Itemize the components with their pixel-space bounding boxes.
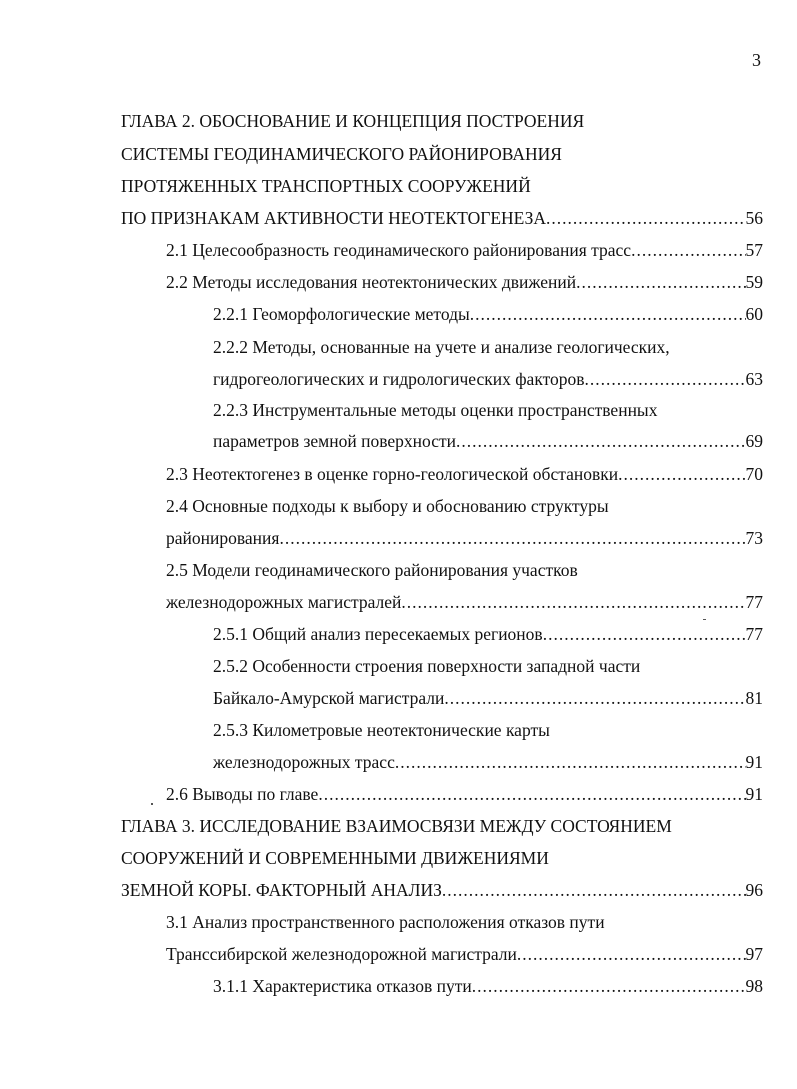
toc-entry-2-5-line-1: 2.5 Модели геодинамического районирования участков [166,560,578,580]
toc-page-number: 56 [745,208,763,228]
toc-entry-2-5-3[interactable] [213,751,763,773]
toc-page-number: 77 [745,624,763,644]
leader-dots [618,463,745,485]
toc-entry-chapter-2[interactable] [121,207,763,229]
toc-page-number: 81 [745,688,763,708]
toc-entry-3-1[interactable] [166,943,763,965]
toc-entry-2-2-3[interactable] [213,430,763,452]
leader-dots [456,430,746,452]
toc-entry-text: районирования [166,528,280,548]
toc-page-number: 96 [745,880,763,900]
toc-entry-2-2-2[interactable] [213,368,763,390]
toc-page-number: 70 [745,464,763,484]
toc-entry-chapter-3[interactable] [121,879,763,901]
toc-entry-2-5-1[interactable] [213,623,763,645]
leader-dots [576,271,745,293]
toc-entry-text: ПО ПРИЗНАКАМ АКТИВНОСТИ НЕОТЕКТОГЕНЕЗА [121,208,546,228]
toc-entry-2-2-2-line-1: 2.2.2 Методы, основанные на учете и анализе геологических, [213,337,670,357]
toc-entry-text: 2.1 Целесообразность геодинамического районирования трасс [166,240,632,260]
chapter-3-title-line-1: ГЛАВА 3. ИССЛЕДОВАНИЕ ВЗАИМОСВЯЗИ МЕЖДУ СОСТОЯНИЕМ [121,816,672,836]
toc-entry-2-5-2[interactable] [213,687,763,709]
leader-dots [631,239,745,261]
toc-entry-text: железнодорожных магистралей [166,592,402,612]
toc-entry-text: ЗЕМНОЙ КОРЫ. ФАКТОРНЫЙ АНАЛИЗ [121,880,442,900]
toc-entry-text: 2.2.1 Геоморфологические методы [213,304,470,324]
toc-entry-text: гидрогеологических и гидрологических факторов [213,369,585,389]
toc-page-number: 77 [745,592,763,612]
leader-dots [585,368,746,390]
leader-dots [546,207,746,229]
chapter-2-title-line-3: ПРОТЯЖЕННЫХ ТРАНСПОРТНЫХ СООРУЖЕНИЙ [121,176,531,196]
leader-dots [279,527,745,549]
toc-page-number: 57 [745,240,763,260]
toc-entry-text: 2.3 Неотектогенез в оценке горно-геологической обстановки [166,464,619,484]
toc-page-number: 97 [745,944,763,964]
toc-entry-2-2[interactable] [166,271,763,293]
leader-dots [442,879,746,901]
chapter-2-title-line-1: ГЛАВА 2. ОБОСНОВАНИЕ И КОНЦЕПЦИЯ ПОСТРОЕНИЯ [121,111,585,131]
leader-dots [543,623,746,645]
leader-dots [401,591,745,613]
toc-page-number: 73 [745,528,763,548]
toc-entry-2-1[interactable] [166,239,763,261]
scan-speck [151,803,153,805]
toc-page-number: 59 [745,272,763,292]
toc-entry-text: 2.2 Методы исследования неотектонических движений [166,272,577,292]
toc-entry-2-2-1[interactable] [213,303,763,325]
toc-page-number: 69 [745,431,763,451]
scan-speck [703,619,706,620]
toc-entry-2-6[interactable] [166,783,763,805]
toc-page-number: 60 [745,304,763,324]
toc-entry-3-1-line-1: 3.1 Анализ пространственного расположения отказов пути [166,912,605,932]
leader-dots [470,303,746,325]
toc-entry-2-3[interactable] [166,463,763,485]
toc-entry-text: железнодорожных трасс [213,752,395,772]
toc-entry-2-4[interactable] [166,527,763,549]
toc-entry-text: параметров земной поверхности [213,431,456,451]
toc-entry-3-1-1[interactable] [213,975,763,997]
toc-entry-2-4-line-1: 2.4 Основные подходы к выбору и обоснованию структуры [166,496,609,516]
toc-entry-text: 2.6 Выводы по главе [166,784,319,804]
leader-dots [517,943,746,965]
leader-dots [318,783,745,805]
toc-entry-text: Байкало-Амурской магистрали [213,688,445,708]
toc-entry-text: 3.1.1 Характеристика отказов пути [213,976,472,996]
leader-dots [395,751,746,773]
toc-entry-2-5[interactable] [166,591,763,613]
chapter-2-title-line-2: СИСТЕМЫ ГЕОДИНАМИЧЕСКОГО РАЙОНИРОВАНИЯ [121,144,562,164]
toc-entry-2-2-3-line-1: 2.2.3 Инструментальные методы оценки пространственных [213,400,658,420]
toc-entry-2-5-3-line-1: 2.5.3 Километровые неотектонические карты [213,720,550,740]
toc-page-number: 91 [745,752,763,772]
chapter-3-title-line-2: СООРУЖЕНИЙ И СОВРЕМЕННЫМИ ДВИЖЕНИЯМИ [121,848,549,868]
page-number: 3 [752,50,761,70]
toc-page-number: 91 [745,784,763,804]
leader-dots [472,975,746,997]
toc-entry-2-5-2-line-1: 2.5.2 Особенности строения поверхности западной части [213,656,641,676]
toc-entry-text: Транссибирской железнодорожной магистрали [166,944,517,964]
leader-dots [444,687,745,709]
toc-entry-text: 2.5.1 Общий анализ пересекаемых регионов [213,624,543,644]
toc-page-number: 98 [745,976,763,996]
toc-page-number: 63 [745,369,763,389]
